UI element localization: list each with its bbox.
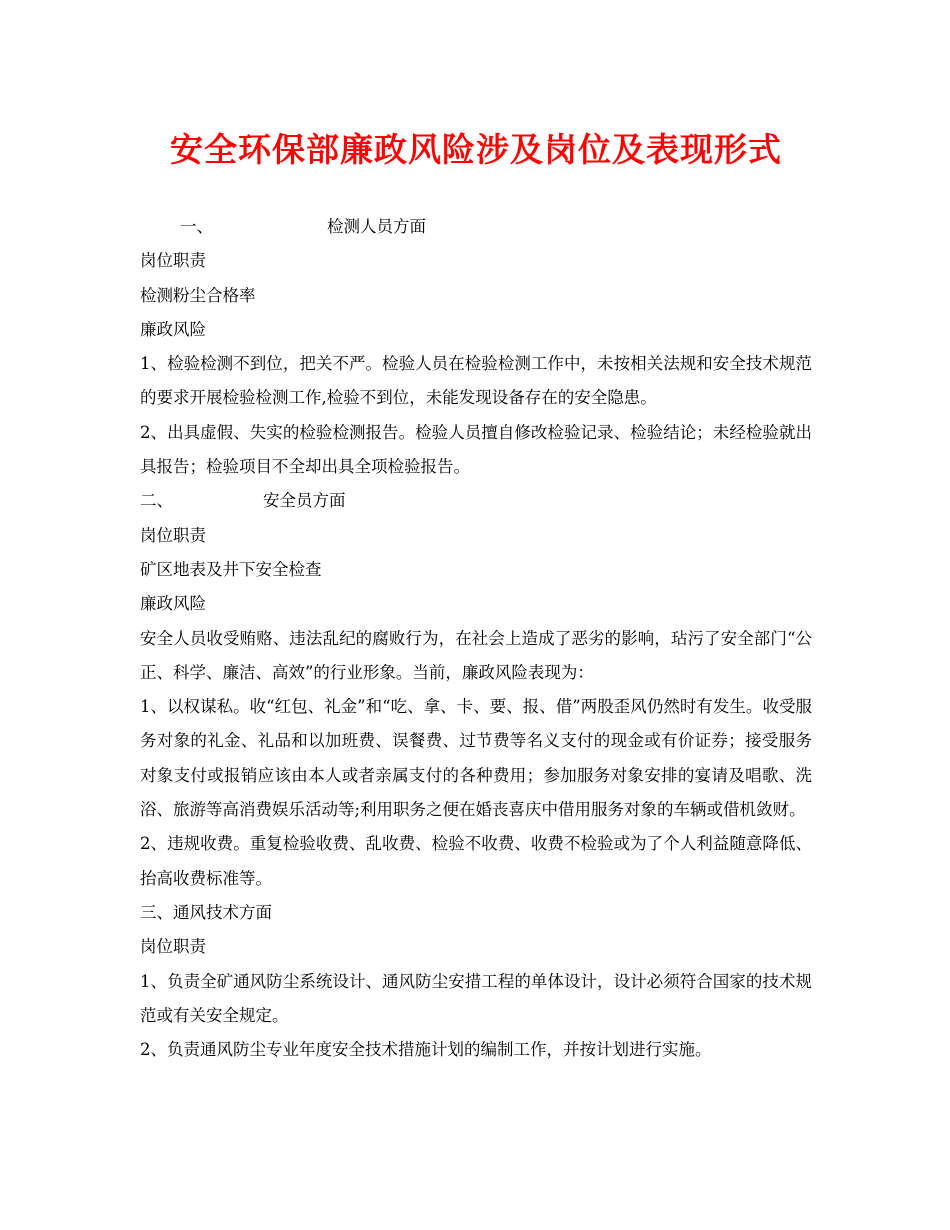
section-3-heading: 三、通风技术方面 (140, 902, 272, 922)
section-3-duty-2: 2、负责通风防尘专业年度安全技术措施计划的编制工作，并按计划进行实施。 (140, 1040, 712, 1060)
section-3-duty-label: 岗位职责 (140, 937, 206, 957)
section-1-duty-text: 检测粉尘合格率 (140, 285, 256, 305)
section-1-number: 一、 (180, 217, 213, 236)
section-2-number: 二、 (140, 491, 173, 511)
section-2-intro: 安全人员收受贿赂、违法乱纪的腐败行为，在社会上造成了恶劣的影响，玷污了安全部门“公正、科学、廉洁、高效”的行业形象。当前，廉政风险表现为： (140, 628, 812, 682)
section-1-title: 检测人员方面 (327, 217, 426, 236)
section-1-risk-label: 廉政风险 (140, 319, 206, 339)
section-2-duty-text: 矿区地表及井下安全检查 (140, 559, 322, 579)
section-1-risk-1: 1、检验检测不到位，把关不严。检验人员在检验检测工作中，未按相关法规和安全技术规范的要求开展检验检测工作,检验不到位，未能发现设备存在的安全隐患。 (140, 354, 812, 408)
section-2-risk-2: 2、违规收费。重复检验收费、乱收费、检验不收费、收费不检验或为了个人利益随意降低、抬高收费标准等。 (140, 834, 812, 888)
document-title: 安全环保部廉政风险涉及岗位及表现形式 (170, 130, 782, 169)
section-2-title: 安全员方面 (263, 491, 346, 511)
section-2-duty-label: 岗位职责 (140, 525, 206, 545)
section-1-heading (140, 210, 812, 244)
section-2-risk-label: 廉政风险 (140, 594, 206, 614)
section-1-duty-label: 岗位职责 (140, 251, 206, 271)
section-2-heading (140, 484, 812, 518)
section-1-risk-2: 2、出具虚假、失实的检验检测报告。检验人员擅自修改检验记录、检验结论；未经检验就出具报告；检验项目不全却出具全项检验报告。 (140, 422, 812, 477)
section-2-risk-1: 1、以权谋私。收“红包、礼金”和“吃、拿、卡、要、报、借”两股歪风仍然时有发生。收受服务对象的礼金、礼品和以加班费、误餐费、过节费等名义支付的现金或有价证券；接受服务对象支付或报销应该由本人或者亲属支付的各种费用；参加服务对象安排的宴请及唱歌、洗浴、旅游等高消费娱乐活动等;利用职务之便在婚丧喜庆中借用服务对象的车辆或借机敛财。 (140, 697, 812, 820)
section-3-duty-1: 1、负责全矿通风防尘系统设计、通风防尘安措工程的单体设计，设计必须符合国家的技术规范或有关安全规定。 (140, 971, 812, 1025)
